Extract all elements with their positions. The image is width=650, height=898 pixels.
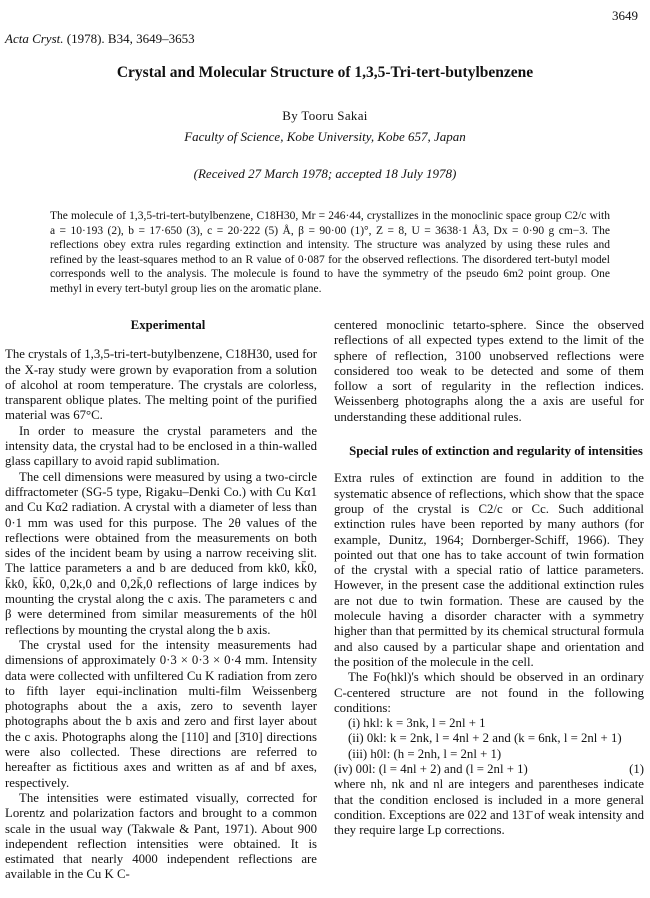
right-column xyxy=(334,318,644,839)
paragraph: The intensities were estimated visually, corrected for Lorentz and polarization factors and brought to a common scale in the usual way (Takwale & Pant, 1971). About 900 independent reflection intensities were obtained. It is estimated that nearly 4000 independent reflections are available in the Cu K C- xyxy=(5,790,317,882)
condition-iii: (iii) h0l: (h = 2nh, l = 2nl + 1) xyxy=(348,746,502,761)
paragraph: The crystal used for the intensity measurements had dimensions of approximately 0·3 × 0·3 × 0·4 mm. Intensity data were collected with unfiltered Cu K radiation from zero to fifth layer equi-inclination multi-film Weissenberg photographs about the a axis, zero to seventh layer photographs about the b axis and zero and first layer about the c axis. Photographs along the [110] and [3̄10] directions were also collected. These directions are referred to hereafter as fictitious axes and written as af and bf axes, respectively. xyxy=(5,637,317,790)
condition-ii: (ii) 0kl: k = 2nk, l = 4nl + 2 and (k = 6nk, l = 2nl + 1) xyxy=(348,731,622,746)
paragraph: Extra rules of extinction are found in addition to the systematic absence of reflections, which show that the space group of the crystal is C2/c or Cc. Such additional extinction rules have been reported by many authors (for example, Dunitz, 1964; Dornberger-Schiff, 1966). They pointed out that one has to take account of twin formation of the crystal with a special ratio of lattice parameters. However, in the present case the additional extinction rules are not due to twin formation. These are caused by the molecule having a disorder character with a symmetry higher than that permitted by its chemical structural formula and also caused by a particular shape and orientation and the position of the molecule in the cell. xyxy=(334,471,644,669)
condition-i: (i) hkl: k = 3nk, l = 2nl + 1 xyxy=(348,716,486,731)
journal-citation xyxy=(5,31,195,47)
page-number: 3649 xyxy=(612,8,638,23)
affiliation: Faculty of Science, Kobe University, Kobe 657, Japan xyxy=(184,129,466,144)
abstract: The molecule of 1,3,5-tri-tert-butylbenzene, C18H30, Mr = 246·44, crystallizes in the monoclinic space group C2/c with a = 10·193 (2), b = 17·650 (3), c = 20·222 (5) Å, β = 90·00 (1)°, Z = 8, U = 3638·1 Å3, Dx = 0·90 g cm−3. The reflections obey extra rules regarding extinction and intensity. The structure was analyzed by using these rules and refined by the least-squares method to an R value of 0·087 for the observed reflections. The disordered tert-butyl model corresponds well to the analysis. The molecule is found to have the symmetry of the pseudo 6m2 point group. One methyl in every tert-butyl group lies on the aromatic plane. xyxy=(50,210,610,295)
journal-citation-text: (1978). B34, 3649–3653 xyxy=(63,31,195,46)
paragraph: The cell dimensions were measured by using a two-circle diffractometer (SG-5 type, Rigaku–Denki Co.) with Cu Kα1 and Cu Kα2 radiation. A crystal with a diameter of less than 0·1 mm was used for this purpose. The 2θ values of the reflections were obtained from the measurements on both sides of the incident beam by using a narrow receiving slit. The lattice parameters a and b are deduced from kk0, kk̄0, k̄k0, k̄k̄0, 0,2k,0 and 0,2k̄,0 reflections of large indices by mounting the crystal along the c axis. The parameters c and β were determined from similar measurements of the h0l reflections by mounting the crystal along the b axis. xyxy=(5,469,317,637)
paragraph: In order to measure the crystal parameters and the intensity data, the crystal had to be enclosed in a thin-walled glass capillary to avoid rapid sublimation. xyxy=(5,423,317,469)
received-dates: (Received 27 March 1978; accepted 18 July 1978) xyxy=(193,166,457,181)
left-column xyxy=(5,318,317,883)
condition-iv-row xyxy=(334,762,644,777)
section-heading-extinction: Special rules of extinction and regularity of intensities xyxy=(349,444,643,459)
equation-number: (1) xyxy=(629,762,644,777)
journal-name: Acta Cryst. xyxy=(5,31,64,46)
article-title: Crystal and Molecular Structure of 1,3,5-Tri-tert-butylbenzene xyxy=(116,64,534,81)
condition-iv: (iv) 00l: (l = 4nl + 2) and (l = 2nl + 1) xyxy=(334,762,528,777)
paragraph: The Fo(hkl)'s which should be observed in an ordinary C-centered structure are not found in the following conditions: xyxy=(334,670,644,715)
section-heading-experimental: Experimental xyxy=(130,318,206,332)
author: By Tooru Sakai xyxy=(282,108,368,123)
paragraph: where nh, nk and nl are integers and parentheses indicate that the condition enclosed is included in a more general condition. Exceptions are 022 and 131̄ of weak intensity and they require large Lp corrections. xyxy=(334,777,644,838)
paragraph-continuation: centered monoclinic tetarto-sphere. Since the observed reflections of all expected types extend to the limit of the sphere of reflection, 3100 unobserved reflections were considered too weak to be detected and some of them follow a sort of regularity in the reflection indices. Weissenberg photographs along the a axis are useful for understanding these additional rules. xyxy=(334,318,644,424)
paragraph: The crystals of 1,3,5-tri-tert-butylbenzene, C18H30, used for the X-ray study were grown by evaporation from a solution of alcohol at room temperature. The crystals are colorless, transparent oblique plates. The melting point of the purified material was 67°C. xyxy=(5,347,318,423)
